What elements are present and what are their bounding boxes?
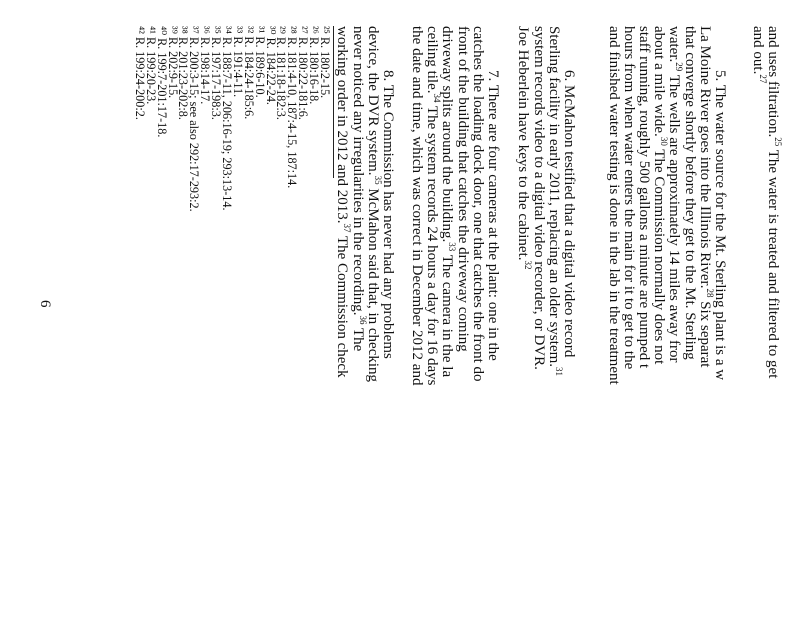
text-line: Sterling facility in early 2011, replacing an older system.$^{31}$ xyxy=(545,26,564,377)
footnotes xyxy=(134,26,330,212)
footnote: ⁴⁰ R. 199:7-201:17-18. xyxy=(154,26,169,138)
footnote: ²⁹ R. 181:18-182:3. xyxy=(274,26,289,120)
text-line: staff running, roughly 500 gallons a minute are pumped t xyxy=(636,26,653,369)
footnote: ³⁷ R. 200:3-15; see also 292:17-293:2. xyxy=(187,26,202,212)
footnote: ³⁵ R. 197:17-198:3. xyxy=(209,26,224,120)
text-line: device, the DVR system.$^{35}$ McMahon said that, in checking xyxy=(364,26,383,383)
text-line: water.$^{29}$ The wells are approximately 14 miles away fror xyxy=(666,26,685,363)
footnote: ³³ R. 191:4-11. xyxy=(230,26,245,98)
paragraph-5 xyxy=(606,26,728,618)
text-line: hours from when water enters the main for it to get to the xyxy=(620,26,637,370)
text-line: and finished water testing is done in the lab in the treatment xyxy=(605,26,622,385)
paragraph-8 xyxy=(334,26,395,618)
text-line: system records video to a digital video recorder, or DVR. xyxy=(530,26,547,370)
text-line: ceiling tile.$^{34}$ The system records 24 hours a day for 16 days xyxy=(424,26,443,386)
text-line: that converge shortly before they get to the Mt. Sterling xyxy=(681,26,698,360)
text-line: 6. McMahon testified that a digital video record xyxy=(561,70,577,358)
footnote: ³⁹ R. 202:9-15. xyxy=(165,26,180,99)
footnote: ³⁸ R. 201:23-202:8. xyxy=(176,26,191,120)
footnote: ³² R. 184:24-185:6. xyxy=(241,26,256,120)
footnote: ⁴¹ R. 199:20-23. xyxy=(143,26,158,105)
text-line: driveway splits around the building.$^{33}$ The camera in the la xyxy=(439,26,458,378)
footnote: ²⁵ R. 180:2-15. xyxy=(318,26,332,99)
paragraph-6 xyxy=(515,26,576,618)
text-line: Joe Heberlein have keys to the cabinet.$^{32}$ xyxy=(515,26,534,270)
text-line: La Moine River goes into the Illinois River.$^{28}$ Six separat xyxy=(696,26,715,368)
page-number: 6 xyxy=(37,300,53,308)
text-line: 8. The Commission has never had any problems xyxy=(380,70,396,359)
text-line: 7. There are four cameras at the plant: one in the xyxy=(485,70,501,361)
paragraph-intro xyxy=(749,26,783,618)
text-line: front of the building that catches the driveway coming xyxy=(454,26,471,352)
footnote: ²⁶ R. 180:16-18. xyxy=(307,26,322,105)
text-line: the date and time, which was correct in December 2012 and xyxy=(409,26,426,386)
footnote: ³⁴ R. 188:7-11, 206:16-19; 293:13-14. xyxy=(219,26,234,211)
footnote: ³⁶ R. 198:14-17. xyxy=(198,26,213,105)
footnote: ²⁸ R. 181:4-10, 187:4-15, 187:14. xyxy=(285,26,300,189)
text-line: catches the loading dock door, one that catches the front do xyxy=(469,26,486,382)
text-line: working order in 2012 and 2013.37 The Commission check xyxy=(334,26,353,378)
footnote-divider xyxy=(333,26,334,178)
text-line: 5. The water source for the Mt. Sterling plant is a w xyxy=(712,70,728,381)
text-line: and uses filtration.$^{25}$ The water is treated and filtered to get xyxy=(765,26,783,379)
footnote: ²⁷ R. 180:22-181:6. xyxy=(296,26,311,120)
text-line: about a mile wide.$^{30}$ The Commission normally does not xyxy=(651,26,670,365)
footnote: ³¹ R. 189:6-10. xyxy=(252,26,267,98)
text-line: never noticed any irregularities in the recording.$^{36}$ The xyxy=(349,26,368,352)
paragraph-7 xyxy=(409,26,500,618)
footnote: ³⁰ R. 184:22-24. xyxy=(263,26,278,105)
text-line: and out.$^{27}$ xyxy=(749,26,768,84)
footnote: ⁴² R. 199:24-200:2. xyxy=(132,26,147,120)
